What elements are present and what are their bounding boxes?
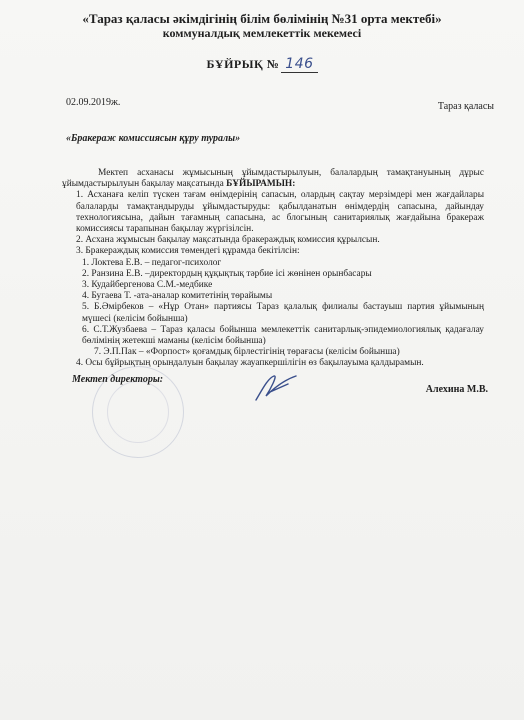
order-number: 146 [281,56,317,73]
director-name: Алехина М.В. [425,384,488,395]
order-body [62,168,484,370]
member-item-2: 2. Ранзина Е.В. –директордың құқықтық тәрбие ісі жөнінен орынбасары [82,268,372,279]
order-label: БҰЙРЫҚ № [206,57,280,71]
member-item-6: 6. С.Т.Жузбаева – Тараз қаласы бойынша мемлекеттік санитарлық-эпидемиологиялық қадағалау бөлімінің жетекші маманы (келісім бойынша) [82,324,484,347]
member-item-3: 3. Кудайбергенова С.М.-медбике [82,280,213,291]
order-item-3: 3. Бракераждық комиссия төмендегі құрамда бекітілсін: [76,246,300,257]
document-header [0,12,524,40]
member-item-1: 1. Локтева Е.В. – педагог-психолог [82,257,222,268]
handwritten-signature [248,370,308,406]
header-line-1: «Тараз қаласы әкімдігінің білім бөлімінің №31 орта мектебі» [82,11,442,26]
intro-paragraph [62,168,484,190]
member-item-5: 5. Б.Әмірбеков – «Нұр Отан» партиясы Тараз қалалық филиалы бастауыш партия ұйымының мүшесі (келісім бойынша) [82,302,484,324]
intro-text: Мектеп асханасы жұмысының ұйымдастырылуын, балалардың тамақтануының дұрыс ұйымдастырылуын бақылау мақсатында [62,168,484,190]
order-item-4: 4. Осы бұйрықтың орындалуын бақылау жауапкершілігін өз бақылауыма қалдырамын. [76,358,424,369]
intro-bold: БҰЙЫРАМЫН: [226,179,296,190]
order-title [0,56,524,73]
member-item-4: 4. Бугаева Т. -ата-аналар комитетінің төрайымы [82,291,273,302]
signature-block [0,372,524,432]
order-item-2: 2. Асхана жұмысын бақылау мақсатында бракераждық комиссия құрылсын. [76,235,380,246]
order-date: 02.09.2019ж. [66,97,121,108]
director-title: Мектеп директоры: [72,374,164,385]
member-item-7: 7. Э.П.Пак – «Форпост» қоғамдық бірлестігінің төрағасы (келісім бойынша) [94,347,400,358]
order-subject: «Бракераж комиссиясын құру туралы» [66,133,241,144]
order-city: Тараз қаласы [437,101,494,112]
order-item-1: 1. Асханаға келіп түскен тағам өнімдерінің сапасын, олардың сақтау мерзімдері мен жағдайлары балаларды тамақтандыруды ұйымдастыруды: қабылданатын өнімдердің сапасына, дайындау технологиясына, дайын тағамның сапасына, ас блогының санитариялық жағдайына бракераж комиссиясы тарапынан бақылау жүргізілсін. [76,190,484,235]
header-line-2: коммуналдық мемлекеттік мекемесі [162,26,362,40]
